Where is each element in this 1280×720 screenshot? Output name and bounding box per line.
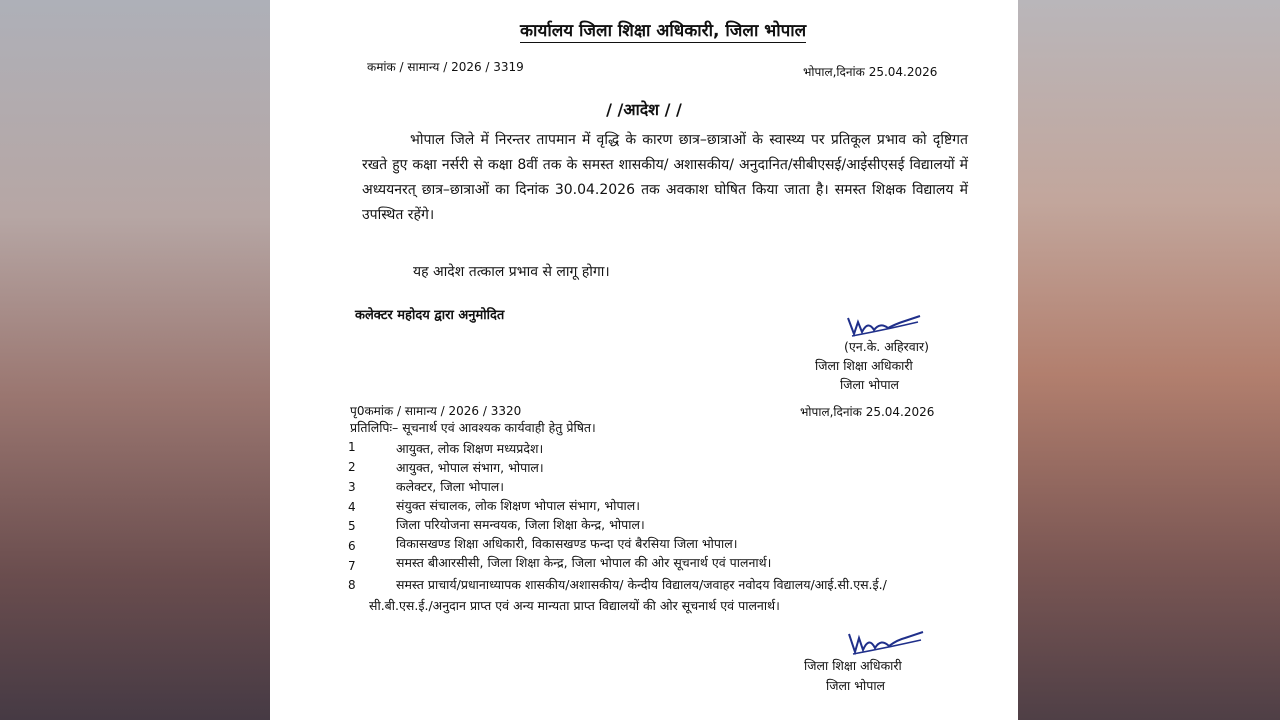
list-item-number: 1 xyxy=(348,440,356,454)
list-item-number: 5 xyxy=(348,519,356,533)
list-item: कलेक्टर, जिला भोपाल। xyxy=(396,479,505,494)
order-document xyxy=(270,0,1018,720)
signatory2-place: जिला भोपाल xyxy=(826,678,886,693)
signatory2-designation: जिला शिक्षा अधिकारी xyxy=(804,658,902,673)
collector-approval: कलेक्टर महोदय द्वारा अनुमोदित xyxy=(355,308,505,323)
list-item-number: 2 xyxy=(348,460,356,474)
effect-line: यह आदेश तत्काल प्रभाव से लागू होगा। xyxy=(413,264,610,280)
order-paragraph: भोपाल जिले में निरन्तर तापमान में वृद्धि के कारण छात्र–छात्राओं के स्वास्थ्य पर प्रतिकूल प्रभाव को दृष्टिगत रखते हुए कक्षा नर्सरी से कक्षा 8वीं तक के समस्त शासकीय/ अशासकीय/ अनुदानित/सीबीएसई/आईसीएसई विद्यालयों में अध्ययनरत् छात्र–छात्राओं का दिनांक 30.04.2026 तक अवकाश घोषित किया जाता है। समस्त शिक्षक विद्यालय में उपस्थित रहेंगे। xyxy=(362,132,968,223)
signatory-designation: जिला शिक्षा अधिकारी xyxy=(815,358,913,373)
copy-intro: प्रतिलिपिः– सूचनार्थ एवं आवश्यक कार्यवाही हेतु प्रेषित। xyxy=(350,420,596,435)
signature-2 xyxy=(845,628,925,660)
copy-reference-number: पृ0कमांक / सामान्य / 2026 / 3320 xyxy=(350,404,522,418)
signatory-name: (एन.के. अहिरवार) xyxy=(844,339,929,354)
list-item: आयुक्त, लोक शिक्षण मध्यप्रदेश। xyxy=(396,441,544,456)
signatory-place: जिला भोपाल xyxy=(840,377,900,392)
order-date: भोपाल,दिनांक 25.04.2026 xyxy=(803,65,938,79)
blurred-background-left xyxy=(0,0,270,720)
list-item-number: 8 xyxy=(348,578,356,592)
office-title: कार्यालय जिला शिक्षा अधिकारी, जिला भोपाल xyxy=(520,18,806,43)
list-item: संयुक्त संचालक, लोक शिक्षण भोपाल संभाग, भोपाल। xyxy=(396,498,640,513)
list-item-number: 7 xyxy=(348,559,356,573)
list-item: समस्त प्राचार्य/प्रधानाध्यापक शासकीय/अशासकीय/ केन्दीय विद्यालय/जवाहर नवोदय विद्यालय/आई.सी.एस.ई./सी.बी.एस.ई./अनुदान प्राप्त एवं अन्य मान्यता प्राप्त विद्यालयों की ओर सूचनार्थ एवं पालनार्थ। xyxy=(369,577,887,613)
list-item-number: 3 xyxy=(348,480,356,494)
list-item: जिला परियोजना समन्वयक, जिला शिक्षा केन्द्र, भोपाल। xyxy=(396,517,645,532)
list-item: विकासखण्ड शिक्षा अधिकारी, विकासखण्ड फन्दा एवं बैरसिया जिला भोपाल। xyxy=(396,536,738,551)
order-heading: / /आदेश / / xyxy=(606,100,682,119)
list-item-number: 6 xyxy=(348,539,356,553)
copy-date: भोपाल,दिनांक 25.04.2026 xyxy=(800,405,935,419)
blurred-background-right xyxy=(1018,0,1280,720)
reference-number: कमांक / सामान्य / 2026 / 3319 xyxy=(367,60,524,74)
list-item: आयुक्त, भोपाल संभाग, भोपाल। xyxy=(396,460,544,475)
list-item-number: 4 xyxy=(348,500,356,514)
list-item: समस्त बीआरसीसी, जिला शिक्षा केन्द्र, जिला भोपाल की ओर सूचनार्थ एवं पालनार्थ। xyxy=(396,555,772,570)
